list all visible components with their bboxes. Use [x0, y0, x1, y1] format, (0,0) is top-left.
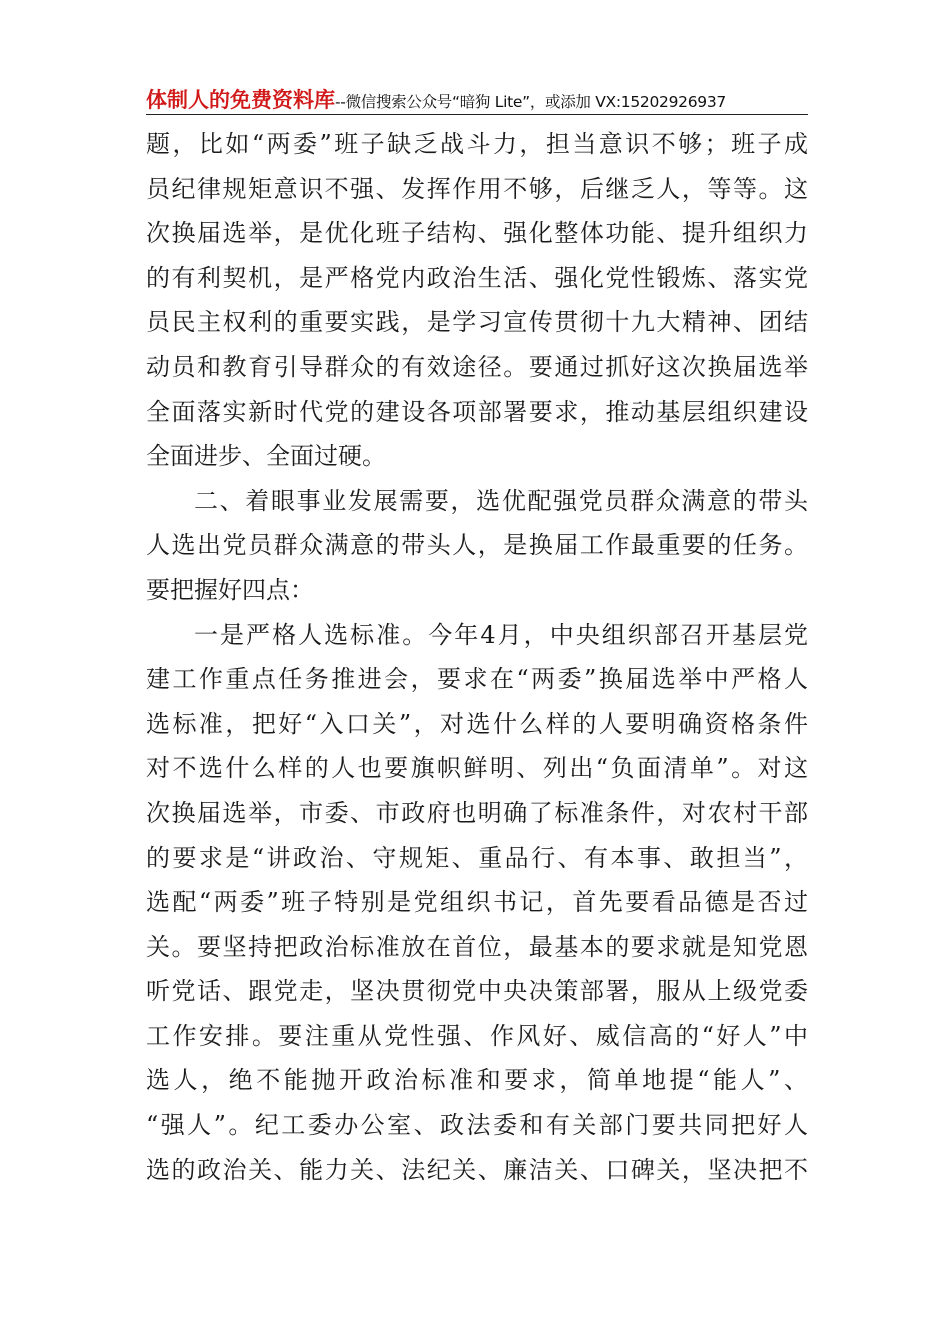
text-line: 全面落实新时代党的建设各项部署要求，推动基层组织建设: [146, 397, 808, 426]
text-line: 员民主权利的重要实践，是学习宣传贯彻十九大精神、团结: [146, 308, 808, 337]
text-line: 题，比如“两委”班子缺乏战斗力，担当意识不够；班子成: [146, 130, 808, 158]
text-line: 全面进步、全面过硬。: [146, 442, 386, 471]
text-line: 工作安排。要注重从党性强、作风好、威信高的“好人”中: [146, 1021, 808, 1050]
text-line: 要把握好四点：: [146, 575, 314, 604]
text-line: 的有利契机，是严格党内政治生活、强化党性锻炼、落实党: [146, 263, 808, 292]
header-subtitle: --微信搜索公众号“暗狗 Lite”，或添加 VX:15202926937: [335, 93, 726, 111]
text-line: 员纪律规矩意识不强、发挥作用不够，后继乏人，等等。这: [146, 174, 808, 203]
text-line: 次换届选举，是优化班子结构、强化整体功能、提升组织力: [146, 219, 808, 248]
text-line: 的要求是“讲政治、守规矩、重品行、有本事、敢担当”，: [146, 843, 808, 872]
text-line: 听党话、跟党走，坚决贯彻党中央决策部署，服从上级党委: [146, 977, 808, 1006]
text-line: 关。要坚持把政治标准放在首位，最基本的要求就是知党恩: [146, 932, 808, 961]
text-line: 人选出党员群众满意的带头人，是换届工作最重要的任务。: [146, 531, 808, 560]
text-line: 对不选什么样的人也要旗帜鲜明、列出“负面清单”。对这: [146, 754, 808, 783]
text-line: 动员和教育引导群众的有效途径。要通过抓好这次换届选举: [146, 352, 808, 381]
text-line: 建工作重点任务推进会，要求在“两委”换届选举中严格人: [146, 665, 808, 694]
header-brand: 体制人的免费资料库: [146, 88, 335, 112]
text-line: 二、着眼事业发展需要，选优配强党员群众满意的带头: [194, 486, 808, 515]
text-line: 选人，绝不能抛开政治标准和要求，简单地提“能人”、: [146, 1066, 808, 1095]
text-line: 一是严格人选标准。今年4月，中央组织部召开基层党: [194, 620, 808, 649]
page-header: [146, 84, 808, 115]
text-line: “强人”。纪工委办公室、政法委和有关部门要共同把好人: [146, 1111, 808, 1140]
text-line: 选标准，把好“入口关”，对选什么样的人要明确资格条件: [146, 709, 808, 738]
text-line: 选配“两委”班子特别是党组织书记，首先要看品德是否过: [146, 888, 808, 917]
text-line: 选的政治关、能力关、法纪关、廉洁关、口碑关，坚决把不: [146, 1155, 808, 1184]
text-line: 次换届选举，市委、市政府也明确了标准条件，对农村干部: [146, 798, 808, 827]
document-body: [146, 122, 808, 1192]
